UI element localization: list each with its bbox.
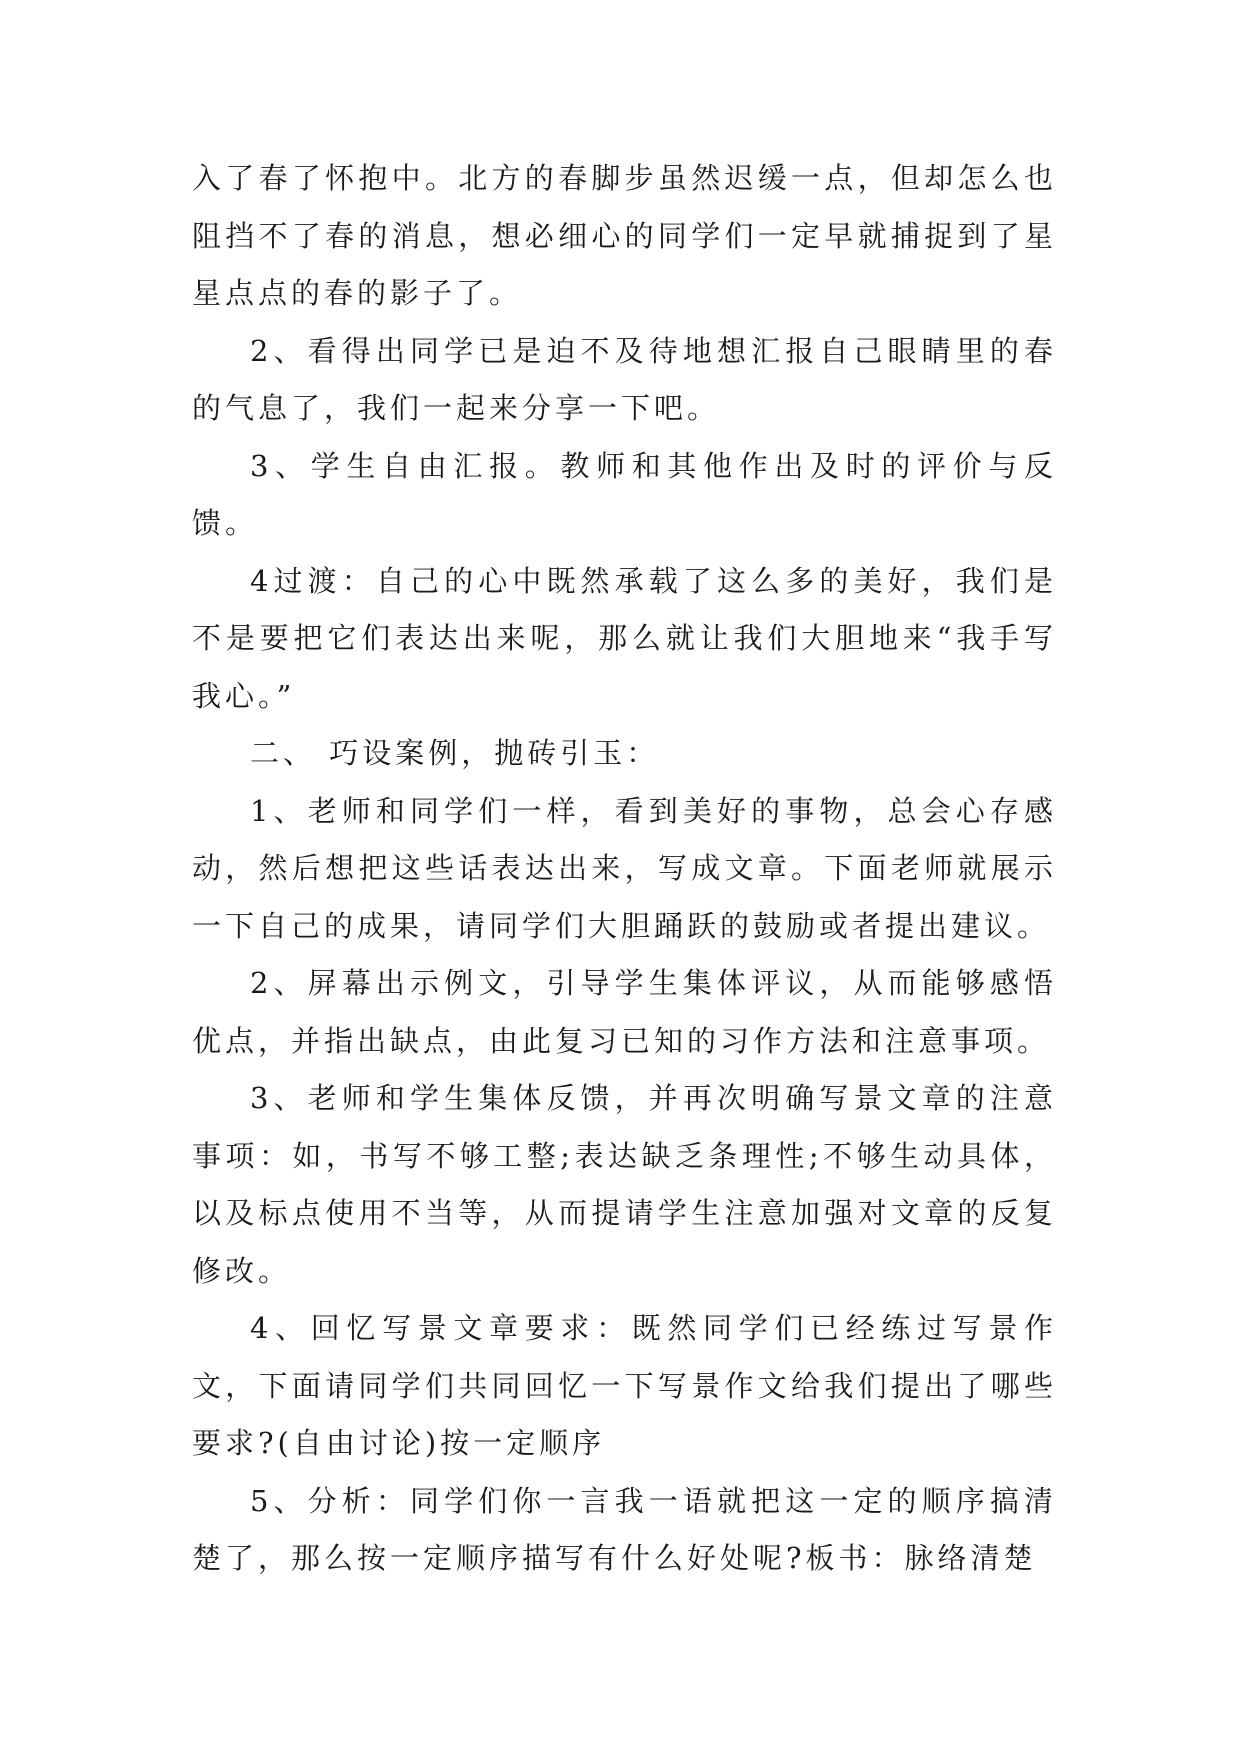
paragraph-9: 4、回忆写景文章要求：既然同学们已经练过写景作文，下面请同学们共同回忆一下写景作文给我们提出了哪些要求?(自由讨论)按一定顺序 <box>192 1311 1057 1460</box>
paragraph-10: 5、分析：同学们你一言我一语就把这一定的顺序搞清楚了，那么按一定顺序描写有什么好处呢?板书：脉络清楚 <box>192 1483 1057 1575</box>
paragraph-7: 2、屏幕出示例文，引导学生集体评议，从而能够感悟优点，并指出缺点，由此复习已知的习作方法和注意事项。 <box>192 966 1057 1058</box>
document-body <box>192 150 1057 1588</box>
paragraph-8: 3、老师和学生集体反馈，并再次明确写景文章的注意事项：如，书写不够工整;表达缺乏条理性;不够生动具体，以及标点使用不当等，从而提请学生注意加强对文章的反复修改。 <box>192 1081 1057 1288</box>
paragraph-3: 3、学生自由汇报。教师和其他作出及时的评价与反馈。 <box>192 448 1057 540</box>
section-heading: 二、 巧设案例，抛砖引玉： <box>250 736 660 770</box>
paragraph-1: 入了春了怀抱中。北方的春脚步虽然迟缓一点，但却怎么也阻挡不了春的消息，想必细心的同学们一定早就捕捉到了星星点点的春的影子了。 <box>192 161 1057 310</box>
paragraph-2: 2、看得出同学已是迫不及待地想汇报自己眼睛里的春的气息了，我们一起来分享一下吧。 <box>192 333 1057 425</box>
paragraph-4: 4过渡：自己的心中既然承载了这么多的美好，我们是不是要把它们表达出来呢，那么就让我们大胆地来“我手写我心。” <box>192 563 1057 713</box>
paragraph-6: 1、老师和同学们一样，看到美好的事物，总会心存感动，然后想把这些话表达出来，写成文章。下面老师就展示一下自己的成果，请同学们大胆踊跃的鼓励或者提出建议。 <box>192 793 1057 943</box>
